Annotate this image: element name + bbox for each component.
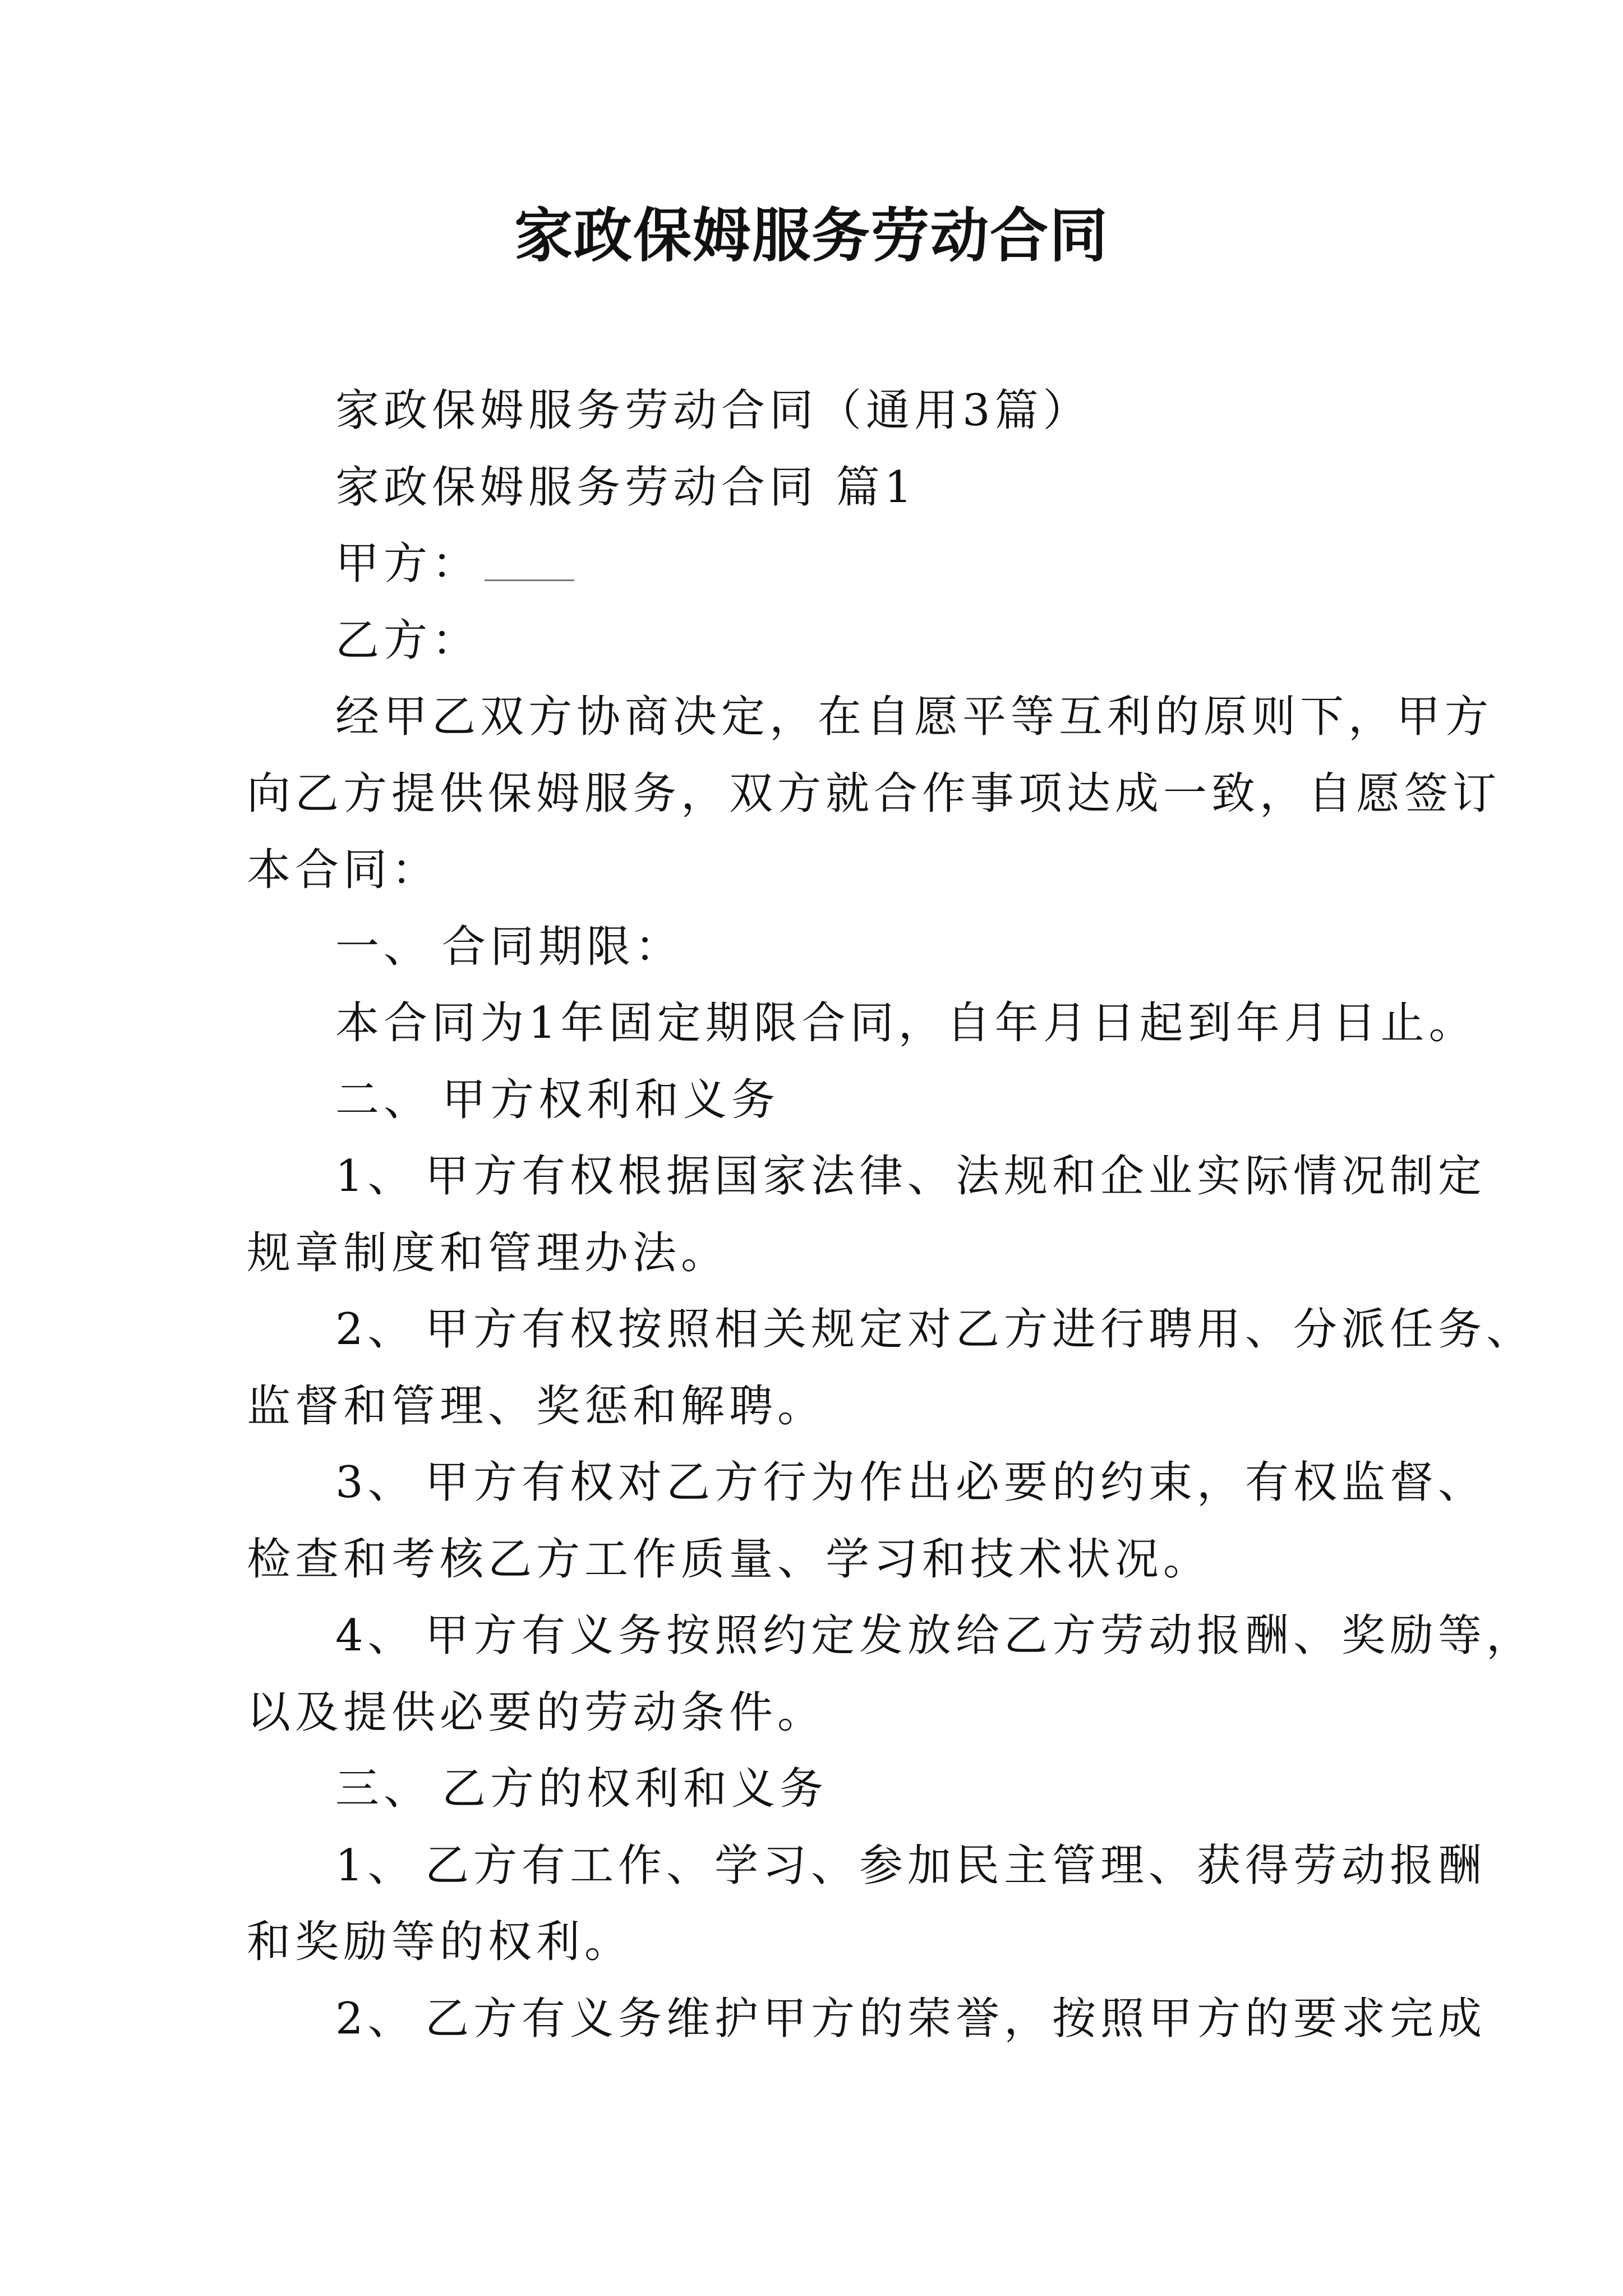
party-b-label: 乙方： xyxy=(335,615,481,666)
section3-item1-text: 乙方有工作、学习、参加民主管理、获得劳动报酬 xyxy=(425,1840,1487,1891)
document-title: 家政保姆服务劳动合同 xyxy=(514,201,1109,270)
section1-title: 合同期限： xyxy=(442,921,684,972)
section2-item2-number: 2、 xyxy=(335,1304,416,1355)
party-a-label: 甲方： xyxy=(335,539,481,589)
section3-item2-line1 xyxy=(247,1981,1487,2058)
section1-number: 一、 xyxy=(335,921,432,972)
section2-item2-line2: 监督和管理、奖惩和解聘。 xyxy=(247,1381,826,1432)
section3-title: 乙方的权利和义务 xyxy=(442,1764,828,1814)
document-body xyxy=(247,372,1535,2057)
preamble-line-3: 本合同： xyxy=(247,845,440,895)
section2-item4-line2: 以及提供必要的劳动条件。 xyxy=(247,1687,826,1738)
party-b-line xyxy=(247,602,1413,679)
section2-item1-text: 甲方有权根据国家法律、法规和企业实际情况制定 xyxy=(425,1151,1487,1202)
section3-item1-line2: 和奖励等的权利。 xyxy=(247,1917,633,1967)
section2-number: 二、 xyxy=(335,1074,432,1125)
subtitle: 家政保姆服务劳动合同（通用3篇） xyxy=(335,385,1091,436)
preamble-line-2: 向乙方提供保姆服务，双方就合作事项达成一致，自愿签订 xyxy=(247,768,1501,819)
section2-item3-line2: 检查和考核乙方工作质量、学习和技术状况。 xyxy=(247,1534,1212,1585)
section3-number: 三、 xyxy=(335,1764,432,1814)
section2-item2-text: 甲方有权按照相关规定对乙方进行聘用、分派任务、 xyxy=(425,1304,1535,1355)
section2-heading xyxy=(247,1062,1413,1139)
section2-item4-line1 xyxy=(247,1598,1535,1674)
preamble-line-1: 经甲乙双方协商决定，在自愿平等互利的原则下，甲方 xyxy=(335,692,1493,742)
section2-item2-line1 xyxy=(247,1291,1535,1368)
section2-item3-line1 xyxy=(247,1444,1487,1521)
section3-item2-number: 2、 xyxy=(335,1993,416,2044)
section3-item2-text: 乙方有义务维护甲方的荣誉，按照甲方的要求完成 xyxy=(425,1993,1487,2044)
section1-heading xyxy=(247,909,1413,986)
party-a-blank xyxy=(485,577,574,581)
section2-item3-text: 甲方有权对乙方行为作出必要的约束，有权监督、 xyxy=(425,1457,1487,1508)
section2-item3-number: 3、 xyxy=(335,1457,416,1508)
section2-title: 甲方权利和义务 xyxy=(442,1074,780,1125)
section2-item1-line2: 规章制度和管理办法。 xyxy=(247,1227,730,1278)
section3-item1-number: 1、 xyxy=(335,1840,416,1891)
section2-item4-text: 甲方有义务按照约定发放给乙方劳动报酬、奖励等， xyxy=(425,1611,1535,1661)
section3-item1-line1 xyxy=(247,1828,1487,1904)
article-heading: 家政保姆服务劳动合同 篇1 xyxy=(335,462,917,513)
section2-item1-number: 1、 xyxy=(335,1151,416,1202)
section1-text: 本合同为1年固定期限合同，自年月日起到年月日止。 xyxy=(335,998,1477,1048)
section3-heading xyxy=(247,1751,1413,1828)
party-a-line xyxy=(247,526,1413,602)
section2-item1-line1 xyxy=(247,1138,1487,1215)
section2-item4-number: 4、 xyxy=(335,1611,416,1661)
